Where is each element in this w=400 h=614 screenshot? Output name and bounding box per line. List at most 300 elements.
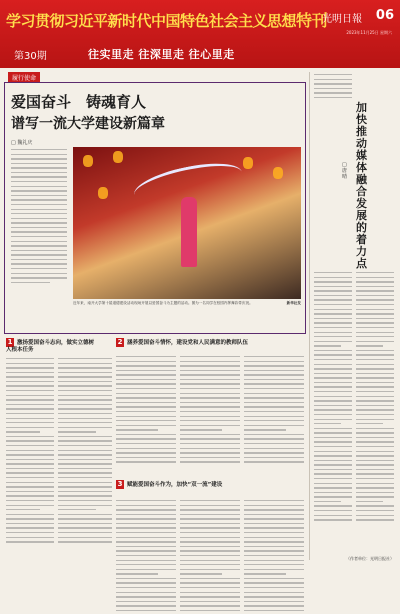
special-label: 特刊 bbox=[296, 11, 328, 30]
text-line bbox=[356, 286, 394, 287]
text-line bbox=[314, 304, 352, 305]
text-line bbox=[244, 596, 304, 597]
text-line bbox=[116, 393, 176, 394]
text-line bbox=[356, 432, 394, 433]
text-line bbox=[244, 365, 304, 366]
masthead-banner bbox=[0, 0, 400, 68]
text-line bbox=[356, 350, 394, 351]
text-line bbox=[116, 457, 176, 458]
text-line bbox=[314, 419, 352, 420]
text-line bbox=[6, 395, 54, 396]
lead-photo bbox=[73, 147, 301, 299]
text-line bbox=[6, 482, 54, 483]
text-line bbox=[356, 318, 394, 319]
text-line bbox=[356, 368, 394, 369]
text-line bbox=[244, 578, 304, 579]
text-line bbox=[58, 413, 112, 414]
text-line bbox=[356, 501, 383, 502]
text-line bbox=[314, 414, 352, 415]
text-line bbox=[314, 309, 352, 310]
text-line bbox=[116, 560, 176, 561]
text-line bbox=[116, 605, 176, 606]
photo-credit: 新华社发 bbox=[286, 301, 301, 305]
text-line bbox=[244, 509, 304, 510]
text-line bbox=[356, 473, 394, 474]
text-line bbox=[356, 455, 394, 456]
headline-line-2: 谱写一流大学建设新篇章 bbox=[11, 116, 165, 132]
section-tag: 履行使命 bbox=[8, 72, 40, 83]
text-line bbox=[6, 376, 54, 377]
text-line bbox=[356, 386, 394, 387]
text-line bbox=[180, 527, 240, 528]
text-line bbox=[314, 364, 352, 365]
text-line bbox=[58, 472, 112, 473]
text-line bbox=[356, 377, 394, 378]
issue-date: 2023年11月25日 星期六 bbox=[346, 30, 392, 35]
text-line bbox=[6, 445, 54, 446]
text-line bbox=[6, 436, 54, 437]
text-line bbox=[244, 402, 304, 403]
text-line bbox=[6, 422, 54, 423]
text-line bbox=[314, 313, 352, 314]
text-line bbox=[314, 290, 352, 291]
body-column-5 bbox=[244, 356, 304, 466]
text-line bbox=[6, 537, 54, 538]
subheading-number-2: 2 bbox=[117, 338, 123, 346]
text-line bbox=[244, 573, 286, 574]
text-line bbox=[314, 318, 352, 319]
text-line bbox=[244, 452, 304, 453]
text-line bbox=[180, 461, 240, 462]
text-line bbox=[58, 505, 112, 506]
text-line bbox=[6, 541, 54, 542]
text-line bbox=[356, 492, 394, 493]
text-line bbox=[116, 411, 176, 412]
text-line bbox=[58, 463, 112, 464]
text-line bbox=[314, 377, 352, 378]
commentary-byline: □ 唐 晴 bbox=[342, 162, 348, 180]
text-line bbox=[356, 505, 394, 506]
text-line bbox=[116, 365, 176, 366]
text-line bbox=[244, 438, 304, 439]
text-line bbox=[356, 277, 394, 278]
text-line bbox=[6, 427, 54, 428]
text-line bbox=[6, 454, 54, 455]
text-line bbox=[180, 555, 240, 556]
text-line bbox=[314, 446, 352, 447]
text-line bbox=[314, 74, 352, 75]
text-line bbox=[180, 605, 240, 606]
text-line bbox=[116, 582, 176, 583]
text-line bbox=[116, 388, 176, 389]
text-line bbox=[116, 370, 176, 371]
text-line bbox=[356, 304, 394, 305]
text-line bbox=[116, 448, 176, 449]
text-line bbox=[314, 487, 352, 488]
text-line bbox=[356, 469, 394, 470]
text-line bbox=[356, 354, 394, 355]
body-column-3 bbox=[116, 356, 176, 466]
text-line bbox=[180, 379, 240, 380]
text-line bbox=[116, 374, 176, 375]
text-line bbox=[314, 350, 352, 351]
text-line bbox=[356, 451, 394, 452]
column-divider bbox=[309, 72, 310, 560]
text-line bbox=[314, 345, 341, 346]
text-line bbox=[314, 505, 352, 506]
text-line bbox=[244, 448, 304, 449]
text-line bbox=[6, 505, 54, 506]
subheading-3: 3 赋能爱国奋斗作为，加快“双一流”建设 bbox=[117, 480, 223, 488]
text-line bbox=[314, 281, 352, 282]
text-line bbox=[180, 546, 240, 547]
text-line bbox=[314, 359, 352, 360]
text-line bbox=[180, 429, 222, 430]
text-line bbox=[180, 532, 240, 533]
text-line bbox=[6, 509, 40, 510]
text-line bbox=[314, 473, 352, 474]
text-line bbox=[6, 385, 54, 386]
text-line bbox=[116, 397, 176, 398]
text-line bbox=[58, 358, 112, 359]
text-line bbox=[6, 390, 54, 391]
text-line bbox=[116, 416, 176, 417]
text-line bbox=[58, 509, 96, 510]
text-line bbox=[180, 578, 240, 579]
text-line bbox=[180, 452, 240, 453]
text-line bbox=[58, 445, 112, 446]
text-line bbox=[58, 537, 112, 538]
text-line bbox=[244, 434, 304, 435]
text-line bbox=[58, 395, 112, 396]
text-line bbox=[356, 359, 394, 360]
text-line bbox=[116, 420, 176, 421]
text-line bbox=[356, 519, 394, 520]
body-column-6 bbox=[116, 500, 176, 614]
text-line bbox=[356, 345, 383, 346]
text-line bbox=[356, 460, 394, 461]
text-line bbox=[116, 569, 176, 570]
text-line bbox=[180, 550, 240, 551]
text-line bbox=[356, 299, 394, 300]
text-line bbox=[58, 532, 112, 533]
text-line bbox=[314, 272, 352, 273]
text-line bbox=[58, 385, 112, 386]
text-line bbox=[116, 425, 176, 426]
text-line bbox=[58, 482, 112, 483]
text-line bbox=[58, 390, 112, 391]
text-line bbox=[116, 587, 176, 588]
text-line bbox=[116, 383, 176, 384]
text-line bbox=[116, 429, 158, 430]
text-line bbox=[116, 523, 176, 524]
text-line bbox=[314, 368, 352, 369]
text-line bbox=[58, 381, 112, 382]
text-line bbox=[314, 423, 341, 424]
text-line bbox=[356, 295, 394, 296]
text-line bbox=[116, 443, 176, 444]
text-line bbox=[6, 477, 54, 478]
text-line bbox=[180, 397, 240, 398]
text-line bbox=[356, 322, 394, 323]
subheading-2: 2 涵养爱国奋斗情怀，建设党和人民满意的教师队伍 bbox=[117, 338, 249, 346]
text-line bbox=[356, 428, 394, 429]
text-line bbox=[6, 518, 54, 519]
text-line bbox=[116, 509, 176, 510]
commentary-footer: （作者单位：光明日报社） bbox=[346, 556, 394, 561]
text-line bbox=[6, 413, 54, 414]
special-issue-title bbox=[6, 8, 327, 31]
text-line bbox=[58, 486, 112, 487]
text-line bbox=[244, 569, 304, 570]
text-line bbox=[356, 400, 394, 401]
text-line bbox=[116, 434, 176, 435]
text-line bbox=[180, 569, 240, 570]
text-line bbox=[244, 411, 304, 412]
text-line bbox=[58, 450, 112, 451]
main-article bbox=[4, 72, 308, 562]
text-line bbox=[244, 383, 304, 384]
lead-text-column bbox=[11, 149, 67, 299]
text-line bbox=[180, 537, 240, 538]
text-line bbox=[356, 272, 394, 273]
text-line bbox=[180, 393, 240, 394]
body-column-2 bbox=[58, 358, 112, 546]
slogan: 往实里走 往深里走 往心里走 bbox=[88, 48, 235, 61]
text-line bbox=[116, 578, 176, 579]
commentary-column-1 bbox=[314, 272, 352, 524]
newspaper-logo: 光明日報 bbox=[322, 14, 362, 25]
text-line bbox=[356, 313, 394, 314]
text-line bbox=[180, 434, 240, 435]
text-line bbox=[244, 532, 304, 533]
text-line bbox=[58, 367, 112, 368]
text-line bbox=[6, 367, 54, 368]
text-line bbox=[356, 464, 394, 465]
text-line bbox=[314, 510, 352, 511]
text-line bbox=[356, 478, 394, 479]
text-line bbox=[180, 457, 240, 458]
text-line bbox=[180, 500, 240, 501]
text-line bbox=[180, 388, 240, 389]
text-line bbox=[356, 515, 394, 516]
text-line bbox=[6, 532, 54, 533]
text-line bbox=[58, 477, 112, 478]
text-line bbox=[180, 587, 240, 588]
text-line bbox=[244, 406, 304, 407]
text-line bbox=[6, 463, 54, 464]
text-line bbox=[116, 532, 176, 533]
text-line bbox=[180, 523, 240, 524]
text-line bbox=[6, 450, 54, 451]
text-line bbox=[6, 372, 54, 373]
text-line bbox=[116, 537, 176, 538]
text-line bbox=[244, 397, 304, 398]
text-line bbox=[180, 370, 240, 371]
text-line bbox=[356, 327, 394, 328]
text-line bbox=[116, 379, 176, 380]
text-line bbox=[314, 391, 352, 392]
text-line bbox=[244, 610, 304, 611]
text-line bbox=[314, 515, 352, 516]
text-line bbox=[116, 452, 176, 453]
text-line bbox=[116, 564, 176, 565]
text-line bbox=[244, 523, 304, 524]
text-line bbox=[58, 376, 112, 377]
text-line bbox=[180, 596, 240, 597]
text-line bbox=[180, 514, 240, 515]
text-line bbox=[244, 587, 304, 588]
text-line bbox=[356, 336, 394, 337]
text-line bbox=[6, 472, 54, 473]
text-line bbox=[180, 361, 240, 362]
text-line bbox=[314, 460, 352, 461]
text-line bbox=[180, 518, 240, 519]
text-line bbox=[58, 404, 112, 405]
text-line bbox=[58, 541, 112, 542]
photo-caption: 近年来，南开大学第十届道德建设活动现场开展以爱国奋斗为主题的活动。图为一名同学在校园内挥舞彩带庆祝。 新华社发 bbox=[73, 301, 301, 305]
text-line bbox=[314, 277, 352, 278]
text-line bbox=[356, 423, 383, 424]
text-line bbox=[180, 443, 240, 444]
text-line bbox=[244, 505, 304, 506]
text-line bbox=[116, 573, 158, 574]
text-line bbox=[58, 363, 112, 364]
text-line bbox=[6, 404, 54, 405]
text-line bbox=[180, 560, 240, 561]
text-line bbox=[116, 461, 176, 462]
text-line bbox=[314, 464, 352, 465]
text-line bbox=[6, 495, 54, 496]
text-line bbox=[58, 431, 96, 432]
text-line bbox=[58, 459, 112, 460]
text-line bbox=[244, 425, 304, 426]
text-line bbox=[244, 592, 304, 593]
text-line bbox=[6, 358, 54, 359]
text-line bbox=[58, 518, 112, 519]
text-line bbox=[314, 409, 352, 410]
body-column-8 bbox=[244, 500, 304, 614]
text-line bbox=[244, 393, 304, 394]
text-line bbox=[6, 459, 54, 460]
text-line bbox=[314, 428, 352, 429]
text-line bbox=[356, 419, 394, 420]
text-line bbox=[6, 491, 54, 492]
text-line bbox=[314, 451, 352, 452]
text-line bbox=[6, 431, 40, 432]
text-line bbox=[314, 501, 341, 502]
text-line bbox=[244, 527, 304, 528]
body-column-7 bbox=[180, 500, 240, 614]
text-line bbox=[116, 546, 176, 547]
text-line bbox=[244, 605, 304, 606]
commentary-column-2 bbox=[356, 272, 394, 524]
text-line bbox=[58, 454, 112, 455]
text-line bbox=[314, 519, 352, 520]
text-line bbox=[244, 443, 304, 444]
text-line bbox=[58, 427, 112, 428]
text-line bbox=[116, 406, 176, 407]
text-line bbox=[356, 487, 394, 488]
headline-line-1: 爱国奋斗 铸魂育人 bbox=[11, 93, 147, 111]
commentary-top-column-1 bbox=[314, 74, 352, 101]
text-line bbox=[244, 416, 304, 417]
text-line bbox=[6, 468, 54, 469]
text-line bbox=[356, 405, 394, 406]
body-column-4 bbox=[180, 356, 240, 466]
subheading-number-3: 3 bbox=[117, 480, 123, 488]
text-line bbox=[6, 408, 54, 409]
text-line bbox=[356, 409, 394, 410]
text-line bbox=[314, 322, 352, 323]
text-line bbox=[356, 437, 394, 438]
text-line bbox=[356, 281, 394, 282]
text-line bbox=[244, 457, 304, 458]
text-line bbox=[244, 361, 304, 362]
text-line bbox=[314, 88, 352, 89]
text-line bbox=[314, 382, 352, 383]
text-line bbox=[314, 396, 352, 397]
text-line bbox=[244, 550, 304, 551]
text-line bbox=[314, 79, 352, 80]
text-line bbox=[58, 527, 112, 528]
text-line bbox=[244, 374, 304, 375]
body-column-1 bbox=[6, 358, 54, 546]
text-line bbox=[356, 446, 394, 447]
text-line bbox=[6, 418, 54, 419]
text-line bbox=[6, 440, 54, 441]
text-line bbox=[116, 505, 176, 506]
text-line bbox=[314, 286, 352, 287]
subheading-1: 1 激扬爱国奋斗志向，做实立德树人根本任务 bbox=[6, 338, 95, 353]
text-line bbox=[356, 364, 394, 365]
headline-frame bbox=[4, 82, 306, 334]
text-line bbox=[58, 440, 112, 441]
text-line bbox=[180, 592, 240, 593]
text-line bbox=[356, 391, 394, 392]
text-line bbox=[116, 601, 176, 602]
text-line bbox=[180, 509, 240, 510]
text-line bbox=[180, 582, 240, 583]
text-line bbox=[180, 356, 240, 357]
text-line bbox=[58, 436, 112, 437]
page-number: 06 bbox=[375, 8, 394, 23]
text-line bbox=[116, 610, 176, 611]
text-line bbox=[356, 496, 394, 497]
text-line bbox=[180, 374, 240, 375]
text-line bbox=[58, 418, 112, 419]
text-line bbox=[244, 518, 304, 519]
text-line bbox=[116, 541, 176, 542]
commentary-article bbox=[312, 72, 396, 562]
text-line bbox=[116, 500, 176, 501]
text-line bbox=[244, 356, 304, 357]
text-line bbox=[6, 500, 54, 501]
text-line bbox=[180, 573, 222, 574]
text-line bbox=[314, 496, 352, 497]
text-line bbox=[314, 332, 352, 333]
text-line bbox=[356, 332, 394, 333]
text-line bbox=[116, 356, 176, 357]
text-line bbox=[356, 373, 394, 374]
text-line bbox=[314, 437, 352, 438]
text-line bbox=[244, 560, 304, 561]
text-line bbox=[244, 429, 286, 430]
text-line bbox=[180, 416, 240, 417]
text-line bbox=[244, 564, 304, 565]
text-line bbox=[180, 411, 240, 412]
text-line bbox=[314, 327, 352, 328]
